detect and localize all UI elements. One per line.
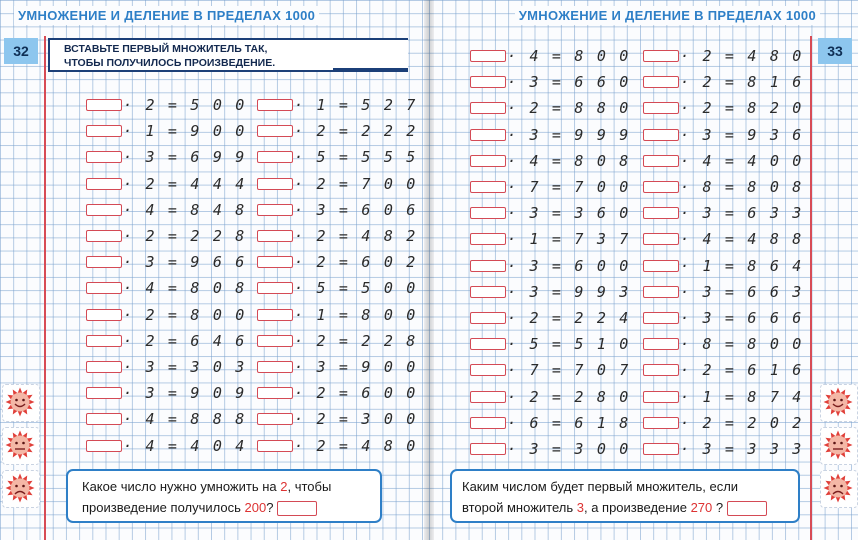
exercise-expression: · 2 = 2 2 8 <box>294 331 418 350</box>
exercise-row <box>643 336 804 352</box>
exercise-row <box>470 258 631 274</box>
exercise-expression: · 2 = 7 0 0 <box>294 174 418 193</box>
exercise-row <box>470 415 631 431</box>
answer-box[interactable] <box>257 387 293 399</box>
exercise-expression: · 2 = 6 0 0 <box>294 384 418 403</box>
exercise-row <box>643 48 804 64</box>
exercise-row <box>470 362 631 378</box>
exercise-row <box>643 310 804 326</box>
exercise-expression: · 4 = 8 4 8 <box>123 200 247 219</box>
exercise-row <box>86 333 247 349</box>
exercise-row <box>86 307 247 323</box>
exercise-row <box>86 149 247 165</box>
answer-box[interactable] <box>643 233 679 245</box>
exercise-expression: · 2 = 6 0 2 <box>294 253 418 272</box>
answer-box[interactable] <box>86 282 122 294</box>
answer-box[interactable] <box>86 361 122 373</box>
answer-box[interactable] <box>86 335 122 347</box>
exercise-row <box>86 254 247 270</box>
answer-box[interactable] <box>470 443 506 455</box>
exercise-expression: · 4 = 4 8 8 <box>680 230 804 249</box>
answer-box[interactable] <box>257 256 293 268</box>
exercise-expression: · 2 = 4 8 2 <box>294 227 418 245</box>
exercise-expression: · 4 = 4 0 0 <box>680 151 804 170</box>
exercise-expression: · 2 = 2 0 2 <box>680 413 804 432</box>
exercise-row <box>86 411 247 427</box>
header-left: УМНОЖЕНИЕ И ДЕЛЕНИЕ В ПРЕДЕЛАХ 1000 <box>14 6 319 25</box>
exercise-expression: · 2 = 4 8 0 <box>680 47 804 65</box>
exercise-row <box>257 202 418 218</box>
exercise-row <box>86 438 247 454</box>
exercise-expression: · 8 = 8 0 0 <box>680 335 804 354</box>
exercise-expression: · 2 = 8 8 0 <box>507 99 631 118</box>
answer-box[interactable] <box>643 312 679 324</box>
exercise-expression: · 8 = 8 0 8 <box>680 178 804 196</box>
exercise-row <box>470 310 631 326</box>
header-right: УМНОЖЕНИЕ И ДЕЛЕНИЕ В ПРЕДЕЛАХ 1000 <box>515 6 820 25</box>
exercise-expression: · 7 = 7 0 0 <box>507 178 631 196</box>
exercise-expression: · 4 = 8 8 8 <box>123 410 247 429</box>
exercise-expression: · 3 = 6 6 6 <box>680 309 804 327</box>
instruction-line-2: ЧТОБЫ ПОЛУЧИЛОСЬ ПРОИЗВЕДЕНИЕ. <box>64 57 276 69</box>
answer-box[interactable] <box>470 50 506 62</box>
answer-box[interactable] <box>257 413 293 425</box>
answer-box[interactable] <box>470 260 506 272</box>
right-margin-line <box>810 36 812 540</box>
exercise-row <box>257 411 418 427</box>
answer-box[interactable] <box>86 125 122 137</box>
exercise-expression: · 2 = 2 2 2 <box>294 122 418 141</box>
exercise-expression: · 2 = 4 8 0 <box>294 436 418 455</box>
exercise-row <box>643 179 804 195</box>
answer-box[interactable] <box>257 230 293 242</box>
page-number-right: 33 <box>818 38 852 64</box>
exercise-row <box>86 176 247 192</box>
exercise-expression: · 3 = 9 9 3 <box>507 282 631 301</box>
answer-box[interactable] <box>643 129 679 141</box>
page-number-left: 32 <box>4 38 38 64</box>
answer-box[interactable] <box>643 207 679 219</box>
exercise-expression: · 4 = 8 0 8 <box>123 279 247 298</box>
answer-box[interactable] <box>727 501 767 516</box>
exercise-expression: · 2 = 5 0 0 <box>123 96 247 114</box>
answer-box[interactable] <box>643 76 679 88</box>
answer-box[interactable] <box>257 361 293 373</box>
exercise-row <box>643 74 804 90</box>
exercise-row <box>470 205 631 221</box>
answer-box[interactable] <box>86 413 122 425</box>
answer-box[interactable] <box>86 309 122 321</box>
smiley-happy-icon[interactable] <box>823 387 853 417</box>
answer-box[interactable] <box>470 181 506 193</box>
exercise-row <box>86 97 247 113</box>
exercise-row <box>470 389 631 405</box>
answer-box[interactable] <box>643 50 679 62</box>
exercise-expression: · 2 = 6 1 6 <box>680 361 804 380</box>
exercise-expression: · 1 = 9 0 0 <box>123 122 247 141</box>
answer-box[interactable] <box>86 204 122 216</box>
smiley-neutral-icon[interactable] <box>823 430 853 460</box>
exercise-expression: · 7 = 7 0 7 <box>507 361 631 380</box>
exercise-row <box>257 385 418 401</box>
exercise-expression: · 3 = 3 0 0 <box>507 440 631 458</box>
answer-box[interactable] <box>470 76 506 88</box>
exercise-expression: · 1 = 8 6 4 <box>680 256 804 275</box>
exercise-expression: · 3 = 9 0 0 <box>294 358 418 376</box>
answer-box[interactable] <box>86 151 122 163</box>
answer-box[interactable] <box>257 151 293 163</box>
exercise-row <box>257 254 418 270</box>
exercise-row <box>643 153 804 169</box>
answer-box[interactable] <box>257 204 293 216</box>
answer-box[interactable] <box>643 391 679 403</box>
exercise-row <box>470 284 631 300</box>
smiley-neutral-icon[interactable] <box>5 430 35 460</box>
exercise-row <box>86 228 247 244</box>
answer-box[interactable] <box>470 286 506 298</box>
exercise-expression: · 4 = 8 0 8 <box>507 151 631 170</box>
exercise-expression: · 3 = 9 6 6 <box>123 253 247 272</box>
answer-box[interactable] <box>86 230 122 242</box>
exercise-row <box>470 153 631 169</box>
answer-box[interactable] <box>257 99 293 111</box>
exercise-expression: · 2 = 8 1 6 <box>680 73 804 92</box>
answer-box[interactable] <box>470 417 506 429</box>
exercise-row <box>86 202 247 218</box>
exercise-row <box>643 362 804 378</box>
answer-box[interactable] <box>470 207 506 219</box>
answer-box[interactable] <box>257 178 293 190</box>
exercise-row <box>86 123 247 139</box>
answer-box[interactable] <box>470 338 506 350</box>
answer-box[interactable] <box>643 155 679 167</box>
exercise-row <box>86 359 247 375</box>
number-highlight: 3 <box>576 500 584 515</box>
answer-box[interactable] <box>86 440 122 452</box>
answer-box[interactable] <box>470 102 506 114</box>
exercise-expression: · 3 = 6 9 9 <box>123 148 247 167</box>
question-right: Каким числом будет первый множитель, если второй множитель 3, а произведение 270 ? <box>450 469 800 523</box>
exercise-expression: · 3 = 3 0 3 <box>123 358 247 376</box>
exercise-expression: · 2 = 2 2 8 <box>123 227 247 245</box>
instruction-box <box>48 38 408 72</box>
exercise-row <box>86 280 247 296</box>
book-gutter <box>424 0 434 540</box>
exercise-expression: · 3 = 3 6 0 <box>507 204 631 223</box>
exercise-expression: · 3 = 6 3 3 <box>680 204 804 223</box>
exercise-expression: · 3 = 6 6 0 <box>507 73 631 92</box>
answer-box[interactable] <box>470 155 506 167</box>
exercise-row <box>643 441 804 457</box>
exercise-row <box>257 228 418 244</box>
exercise-row <box>643 415 804 431</box>
answer-box[interactable] <box>257 335 293 347</box>
answer-box[interactable] <box>470 391 506 403</box>
exercise-expression: · 5 = 5 1 0 <box>507 335 631 354</box>
exercise-row <box>470 48 631 64</box>
left-margin-line <box>44 36 46 540</box>
answer-box[interactable] <box>470 364 506 376</box>
exercise-row <box>257 333 418 349</box>
answer-box[interactable] <box>643 443 679 455</box>
exercise-row <box>470 336 631 352</box>
exercise-expression: · 3 = 9 9 9 <box>507 125 631 144</box>
answer-box[interactable] <box>470 233 506 245</box>
exercise-expression: · 2 = 4 4 4 <box>123 174 247 193</box>
exercise-expression: · 6 = 6 1 8 <box>507 413 631 432</box>
exercise-expression: · 3 = 6 0 0 <box>507 256 631 275</box>
instruction-line-1: ВСТАВЬТЕ ПЕРВЫЙ МНОЖИТЕЛЬ ТАК, <box>64 43 268 55</box>
answer-box[interactable] <box>86 256 122 268</box>
exercise-expression: · 4 = 8 0 0 <box>507 47 631 65</box>
exercise-expression: · 3 = 6 0 6 <box>294 200 418 219</box>
answer-box[interactable] <box>643 286 679 298</box>
exercise-row <box>470 74 631 90</box>
exercise-expression: · 3 = 9 3 6 <box>680 125 804 144</box>
exercise-expression: · 2 = 3 0 0 <box>294 410 418 429</box>
exercise-expression: · 5 = 5 0 0 <box>294 279 418 298</box>
exercise-expression: · 1 = 8 0 0 <box>294 305 418 324</box>
exercise-row <box>257 123 418 139</box>
exercise-row <box>643 127 804 143</box>
answer-box[interactable] <box>277 501 317 516</box>
answer-box[interactable] <box>643 417 679 429</box>
exercise-row <box>257 176 418 192</box>
exercise-expression: · 1 = 5 2 7 <box>294 96 418 114</box>
exercise-expression: · 2 = 2 8 0 <box>507 387 631 406</box>
answer-box[interactable] <box>257 125 293 137</box>
exercise-row <box>643 389 804 405</box>
exercise-expression: · 3 = 6 6 3 <box>680 282 804 301</box>
exercise-row <box>86 385 247 401</box>
exercise-expression: · 3 = 9 0 9 <box>123 384 247 403</box>
exercise-expression: · 1 = 7 3 7 <box>507 230 631 249</box>
exercise-expression: · 2 = 6 4 6 <box>123 331 247 350</box>
exercise-row <box>643 231 804 247</box>
answer-box[interactable] <box>257 282 293 294</box>
exercise-expression: · 5 = 5 5 5 <box>294 148 418 167</box>
answer-box[interactable] <box>470 312 506 324</box>
exercise-expression: · 2 = 8 0 0 <box>123 305 247 324</box>
question-left: Какое число нужно умножить на 2, чтобы произведение получилось 200? <box>66 469 382 523</box>
exercise-row <box>257 280 418 296</box>
exercise-row <box>257 359 418 375</box>
exercise-expression: · 3 = 3 3 3 <box>680 440 804 458</box>
exercise-row <box>470 100 631 116</box>
answer-box[interactable] <box>470 129 506 141</box>
exercise-row <box>643 205 804 221</box>
answer-box[interactable] <box>643 260 679 272</box>
smiley-sad-icon[interactable] <box>823 473 853 503</box>
smiley-happy-icon[interactable] <box>5 387 35 417</box>
answer-box[interactable] <box>86 178 122 190</box>
exercise-expression: · 4 = 4 0 4 <box>123 436 247 455</box>
number-highlight: 2 <box>280 479 288 494</box>
smiley-sad-icon[interactable] <box>5 473 35 503</box>
exercise-row <box>257 438 418 454</box>
answer-box[interactable] <box>643 181 679 193</box>
answer-box[interactable] <box>643 338 679 350</box>
exercise-expression: · 2 = 8 2 0 <box>680 99 804 118</box>
exercise-row <box>643 258 804 274</box>
exercise-row <box>470 127 631 143</box>
exercise-row <box>257 149 418 165</box>
exercise-row <box>470 231 631 247</box>
answer-box[interactable] <box>86 99 122 111</box>
exercise-row <box>257 307 418 323</box>
exercise-row <box>470 441 631 457</box>
exercise-row <box>257 97 418 113</box>
answer-box[interactable] <box>86 387 122 399</box>
exercise-row <box>470 179 631 195</box>
exercise-row <box>643 100 804 116</box>
answer-box[interactable] <box>257 440 293 452</box>
exercise-expression: · 2 = 2 2 4 <box>507 309 631 327</box>
number-highlight: 270 <box>690 500 713 515</box>
number-highlight: 200 <box>244 500 267 515</box>
answer-box[interactable] <box>643 102 679 114</box>
answer-box[interactable] <box>257 309 293 321</box>
answer-box[interactable] <box>643 364 679 376</box>
exercise-expression: · 1 = 8 7 4 <box>680 387 804 406</box>
exercise-row <box>643 284 804 300</box>
